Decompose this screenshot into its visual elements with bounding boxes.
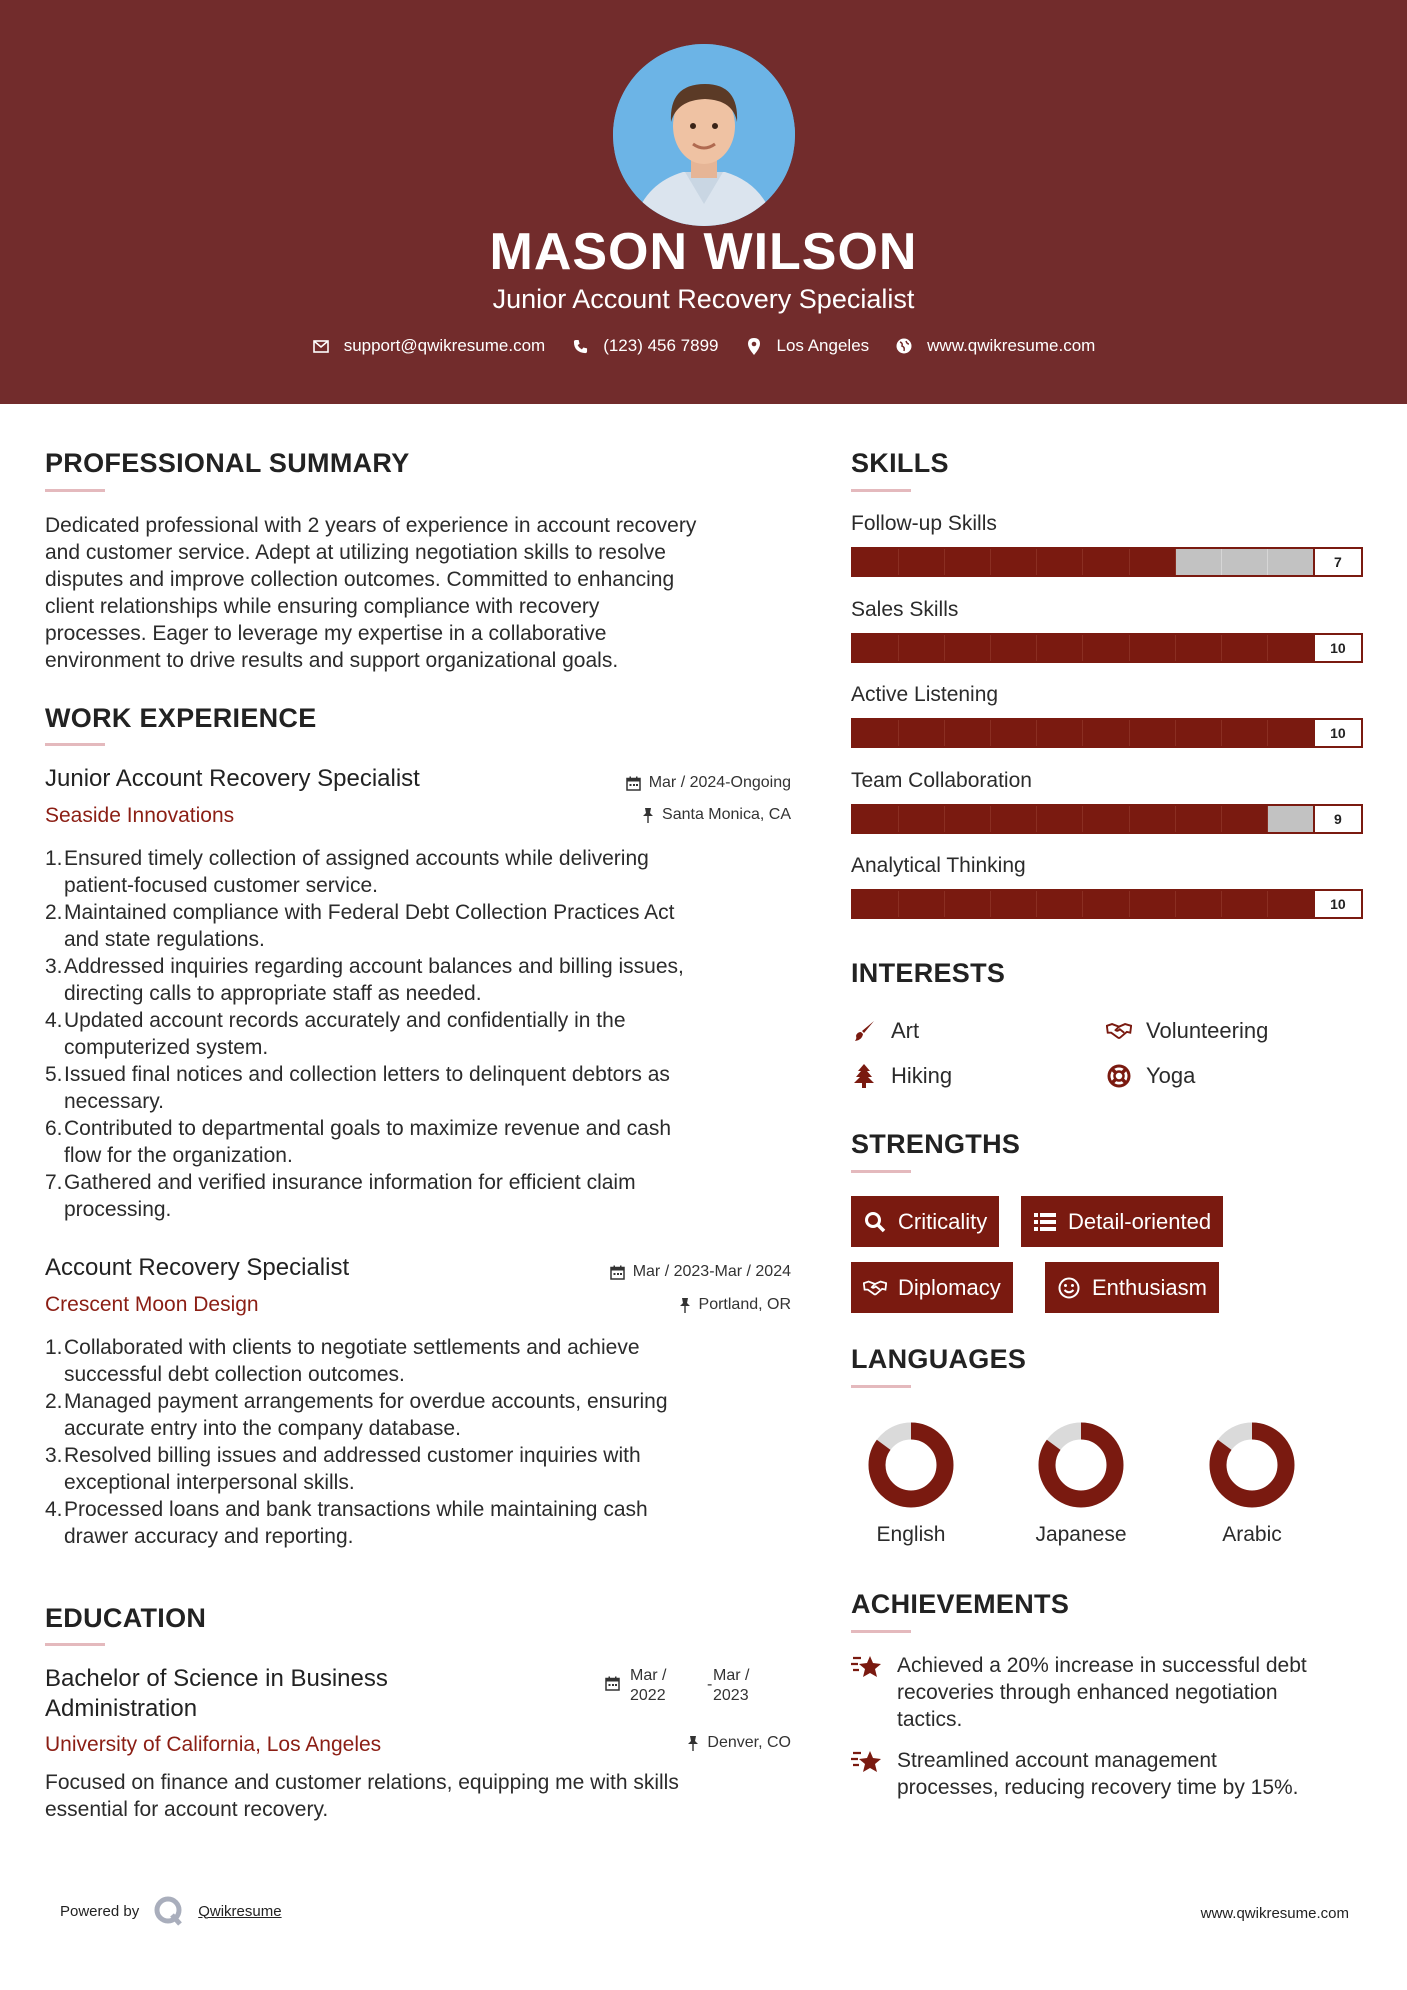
tree-icon — [851, 1063, 877, 1089]
skill-bar-segment — [1176, 635, 1222, 661]
pushpin-icon — [642, 808, 654, 823]
footer-website[interactable]: www.qwikresume.com — [1200, 1905, 1349, 1922]
calendar-icon — [610, 1265, 625, 1280]
interest-item — [1106, 1063, 1195, 1089]
list-item: 2. Managed payment arrangements for overdue accounts, ensuring accurate entry into the company database. — [45, 1390, 668, 1440]
skill-bar-segment — [899, 806, 945, 832]
map-pin-icon — [745, 337, 763, 355]
interest-item — [851, 1018, 919, 1044]
skill-bar-segment — [1222, 635, 1268, 661]
qwikresume-logo-icon — [154, 1896, 184, 1926]
education-date-separator: - — [707, 1676, 713, 1693]
skill-bar-segment — [1268, 891, 1313, 917]
globe-icon — [895, 337, 913, 355]
skill-bar-segment — [1083, 891, 1129, 917]
skill-bar — [851, 547, 1363, 577]
job-location — [480, 1296, 791, 1314]
skill-score: 9 — [1313, 806, 1361, 832]
skill-bar-segment — [1268, 720, 1313, 746]
languages-heading: LANGUAGES — [851, 1344, 1027, 1374]
list-item: 4. Processed loans and bank transactions while maintaining cash drawer accuracy and reporting. — [45, 1498, 648, 1548]
school-name: University of California, Los Angeles — [45, 1733, 382, 1756]
summary-line: client relationships while ensuring compliance with recovery — [45, 595, 600, 618]
skill-bar-segment — [853, 549, 899, 575]
contact-location — [745, 336, 870, 356]
skill-bar-segment — [1037, 635, 1083, 661]
skill-bar-segment — [853, 891, 899, 917]
job-company: Crescent Moon Design — [45, 1293, 259, 1316]
job-dates — [480, 774, 791, 792]
contact-website-text: www.qwikresume.com — [927, 336, 1096, 355]
language-label: English — [876, 1523, 946, 1546]
skill-bar-segment — [945, 720, 991, 746]
language-donut-chart — [1036, 1420, 1126, 1510]
skill-bar-segment — [899, 891, 945, 917]
search-icon — [863, 1210, 887, 1234]
list-item: 1. Ensured timely collection of assigned accounts while delivering patient-focused customer service. — [45, 847, 649, 897]
handshake-icon — [1106, 1018, 1132, 1044]
skills-heading: SKILLS — [851, 448, 949, 478]
lifering-icon — [1106, 1063, 1132, 1089]
star-award-icon — [851, 1747, 883, 1777]
skill-score: 10 — [1313, 891, 1361, 917]
skill-bar-segment — [1037, 891, 1083, 917]
education-heading: EDUCATION — [45, 1603, 207, 1633]
list-item: 5. Issued final notices and collection letters to delinquent debtors as necessary. — [45, 1063, 670, 1113]
language-donut — [1011, 1420, 1151, 1510]
skill-bar-segment — [899, 549, 945, 575]
phone-icon — [571, 337, 589, 355]
list-item: 1. Collaborated with clients to negotiate settlements and achieve successful debt collection outcomes. — [45, 1336, 640, 1386]
skill-bar-segment — [1222, 549, 1268, 575]
summary-line: processes. Eager to leverage my expertise in a collaborative — [45, 622, 607, 645]
pushpin-icon — [687, 1736, 699, 1751]
summary-rule — [45, 489, 105, 492]
skill-bar-segment — [1222, 806, 1268, 832]
interests-heading: INTERESTS — [851, 958, 1006, 988]
list-item: 4. Updated account records accurately and confidentially in the computerized system. — [45, 1009, 626, 1059]
calendar-icon — [605, 1676, 620, 1691]
candidate-name: MASON WILSON — [489, 223, 918, 281]
language-donut-chart — [866, 1420, 956, 1510]
contact-email-text: support@qwikresume.com — [343, 336, 546, 355]
skill-bar-segment — [945, 891, 991, 917]
skill-score: 7 — [1313, 549, 1361, 575]
achievement-item — [851, 1747, 1371, 1801]
skill-bar-segment — [1130, 549, 1176, 575]
skill-bar-segment — [1083, 720, 1129, 746]
strength-tag — [1045, 1262, 1219, 1313]
achievements-heading: ACHIEVEMENTS — [851, 1589, 1070, 1619]
summary-text — [45, 512, 805, 674]
education-description: Focused on finance and customer relations, equipping me with skills essential for account recovery. — [45, 1771, 679, 1821]
skill-bar-segment — [853, 720, 899, 746]
skill-bar — [851, 633, 1363, 663]
language-donut — [841, 1420, 981, 1510]
strength-tag — [1021, 1196, 1223, 1247]
contact-email[interactable] — [312, 336, 546, 356]
skill-bar-segment — [899, 720, 945, 746]
language-label: Arabic — [1222, 1523, 1282, 1546]
skill-bar-segment — [853, 635, 899, 661]
strength-tag — [851, 1196, 999, 1247]
achievement-item — [851, 1652, 1371, 1733]
footer-powered-by — [60, 1896, 282, 1926]
strength-label: Enthusiasm — [1092, 1274, 1207, 1300]
education-rule — [45, 1643, 105, 1646]
skill-name: Team Collaboration — [851, 768, 1032, 792]
resume-header — [0, 0, 1407, 404]
skill-bar-segment — [1037, 720, 1083, 746]
skill-bar-segment — [945, 635, 991, 661]
skill-bar — [851, 804, 1363, 834]
skill-bar-segment — [945, 806, 991, 832]
skill-bar-segment — [945, 549, 991, 575]
list-item: 3. Resolved billing issues and addressed customer inquiries with exceptional interpersonal skills. — [45, 1444, 641, 1494]
skill-score: 10 — [1313, 635, 1361, 661]
interest-item — [851, 1063, 952, 1089]
profile-photo — [613, 44, 795, 226]
skill-bar-segment — [1083, 635, 1129, 661]
job-bullets — [45, 845, 805, 1223]
job-title: Account Recovery Specialist — [45, 1254, 350, 1281]
strength-label: Diplomacy — [898, 1274, 1001, 1300]
skill-bar-segment — [1176, 891, 1222, 917]
skill-bar-segment — [1222, 720, 1268, 746]
skill-bar-segment — [1176, 806, 1222, 832]
contact-phone-text: (123) 456 7899 — [603, 336, 719, 355]
skill-bar-segment — [991, 635, 1037, 661]
summary-heading: PROFESSIONAL SUMMARY — [45, 448, 410, 478]
interest-label: Hiking — [891, 1063, 953, 1088]
job-location-text: Portland, OR — [698, 1296, 791, 1313]
skill-bar — [851, 889, 1363, 919]
skill-bar-segment — [1176, 549, 1222, 575]
envelope-icon — [312, 337, 330, 355]
skill-bar-segment — [1037, 549, 1083, 575]
contact-phone[interactable] — [571, 336, 718, 356]
strength-label: Detail-oriented — [1068, 1208, 1212, 1234]
education-end: Mar / 2023 — [713, 1667, 750, 1704]
skill-name: Sales Skills — [851, 597, 959, 621]
skill-bar-segment — [1083, 806, 1129, 832]
smile-icon — [1057, 1276, 1081, 1300]
skill-name: Analytical Thinking — [851, 854, 1026, 877]
skill-bar-segment — [1268, 635, 1313, 661]
work-heading: WORK EXPERIENCE — [45, 703, 317, 733]
interest-item — [1106, 1018, 1268, 1044]
list-item: 7. Gathered and verified insurance information for efficient claim processing. — [45, 1171, 636, 1221]
candidate-title: Junior Account Recovery Specialist — [492, 284, 915, 314]
job-location-text: Santa Monica, CA — [662, 806, 791, 823]
language-donut — [1182, 1420, 1322, 1510]
summary-line: Dedicated professional with 2 years of experience in account recovery — [45, 514, 697, 537]
skill-bar-segment — [899, 635, 945, 661]
brand-link[interactable]: Qwikresume — [198, 1902, 282, 1920]
skill-bar-segment — [853, 806, 899, 832]
strengths-heading: STRENGTHS — [851, 1129, 1021, 1159]
skill-bar-segment — [991, 549, 1037, 575]
list-item: 6. Contributed to departmental goals to maximize revenue and cash flow for the organization. — [45, 1117, 672, 1167]
handshake-icon — [863, 1276, 887, 1300]
interest-label: Volunteering — [1146, 1018, 1269, 1043]
interest-label: Yoga — [1146, 1063, 1196, 1088]
skill-bar-segment — [991, 806, 1037, 832]
achievement-text: Streamlined account management processes, reducing recovery time by 15%. — [897, 1749, 1299, 1799]
skill-bar-segment — [1130, 720, 1176, 746]
skill-bar-segment — [991, 720, 1037, 746]
skill-bar — [851, 718, 1363, 748]
skill-bar-segment — [1268, 806, 1313, 832]
strength-label: Criticality — [898, 1208, 988, 1234]
skill-bar-segment — [991, 891, 1037, 917]
skill-score: 10 — [1313, 720, 1361, 746]
education-location-text: Denver, CO — [707, 1734, 791, 1751]
language-label: Japanese — [1035, 1523, 1127, 1546]
languages-rule — [851, 1385, 911, 1388]
strength-tag — [851, 1262, 1013, 1313]
list-item: 2. Maintained compliance with Federal Debt Collection Practices Act and state regulations. — [45, 901, 675, 951]
paintbrush-icon — [851, 1018, 877, 1044]
job-location — [480, 806, 791, 824]
calendar-icon — [626, 776, 641, 791]
achievements-rule — [851, 1630, 911, 1633]
interest-label: Art — [891, 1018, 920, 1043]
summary-line: disputes and improve collection outcomes. Committed to enhancing — [45, 568, 675, 591]
skill-bar-segment — [1083, 549, 1129, 575]
skill-bar-segment — [1176, 720, 1222, 746]
skill-name: Active Listening — [851, 683, 999, 706]
job-bullets — [45, 1334, 805, 1550]
contact-bar — [0, 336, 1407, 356]
work-rule — [45, 743, 105, 746]
skill-bar-segment — [1037, 806, 1083, 832]
skill-name: Follow-up Skills — [851, 512, 997, 535]
education-location — [480, 1734, 791, 1752]
skill-bar-segment — [1222, 891, 1268, 917]
language-donut-chart — [1207, 1420, 1297, 1510]
star-award-icon — [851, 1652, 883, 1682]
summary-line: environment to drive results and support organizational goals. — [45, 649, 619, 672]
skill-bar-segment — [1130, 635, 1176, 661]
job-company: Seaside Innovations — [45, 804, 235, 827]
skill-bar-segment — [1130, 891, 1176, 917]
job-dates-text: Mar / 2023-Mar / 2024 — [632, 1263, 791, 1280]
strengths-rule — [851, 1170, 911, 1173]
summary-line: and customer service. Adept at utilizing negotiation skills to resolve — [45, 541, 666, 564]
contact-location-text: Los Angeles — [776, 336, 870, 355]
powered-by-label: Powered by — [60, 1902, 140, 1920]
education-start: Mar / 2022 — [630, 1667, 667, 1704]
pushpin-icon — [679, 1298, 691, 1313]
contact-website[interactable] — [895, 336, 1095, 356]
list-item: 3. Addressed inquiries regarding account balances and billing issues, directing calls to appropriate staff as needed. — [45, 955, 684, 1005]
education-dates — [605, 1666, 805, 1706]
skill-bar-segment — [1130, 806, 1176, 832]
list-icon — [1033, 1210, 1057, 1234]
achievement-text: Achieved a 20% increase in successful debt recoveries through enhanced negotiation tactics. — [897, 1654, 1307, 1731]
skill-bar-segment — [1268, 549, 1313, 575]
job-title: Junior Account Recovery Specialist — [45, 765, 420, 792]
skills-rule — [851, 489, 911, 492]
degree-title: Bachelor of Science in Business Administration — [45, 1665, 388, 1722]
job-dates-text: Mar / 2024-Ongoing — [648, 774, 791, 791]
job-dates — [480, 1263, 791, 1281]
